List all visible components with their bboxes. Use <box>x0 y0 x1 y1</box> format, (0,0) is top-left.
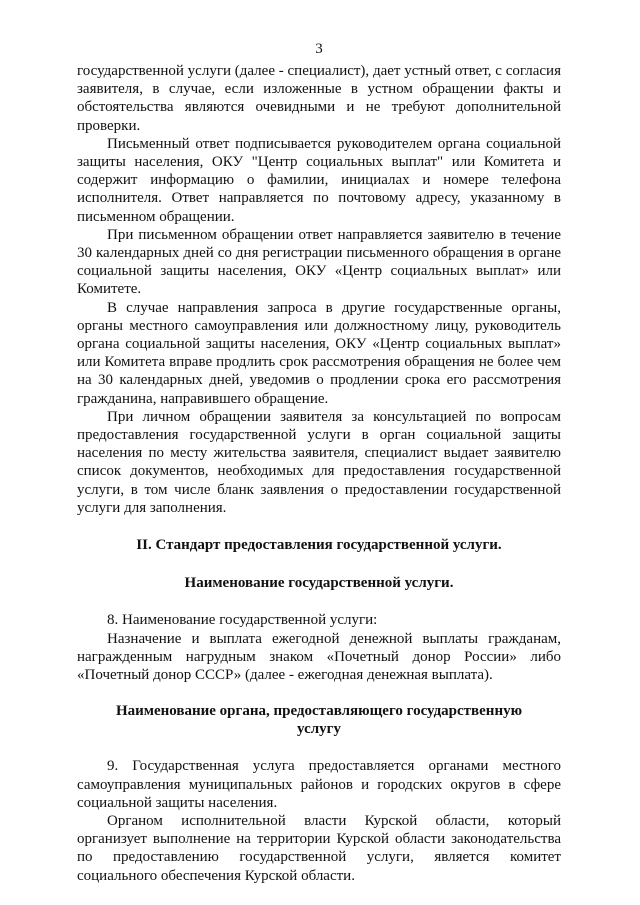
paragraph-written-reply: Письменный ответ подписывается руководителем органа социальной защиты населения, ОКУ "Центр социальных выплат" или Комитета и содержит информацию о фамилии, инициалах и номере телефона исполнителя. Ответ направляется по почтовому адресу, указанному в письменном обращении. <box>77 135 561 225</box>
paragraph-continuation: государственной услуги (далее - специалист), дает устный ответ, с согласия заявителя, в случае, если изложенные в устном обращении факты и обстоятельства являются очевидными и не требуют дополнительной проверки. <box>77 63 561 134</box>
paragraph-written-appeal: При письменном обращении ответ направляется заявителю в течение 30 календарных дней со дня регистрации письменного обращения в органе социальной защиты населения, ОКУ «Центр социальных выплат» или Комитете. <box>77 226 561 298</box>
section-heading: II. Стандарт предоставления государственной услуги. <box>136 537 502 554</box>
item-8-title: 8. Наименование государственной услуги: <box>107 612 378 629</box>
paragraph-personal-appeal: При личном обращении заявителя за консультацией по вопросам предоставления государственной услуги в орган социальной защиты населения по месту жительства заявителя, специалист выдает заявителю список документов, необходимых для предоставления государственной услуги, в том числе бланк заявления о предоставлении государственной услуги для заполнения. <box>77 408 561 516</box>
paragraph-request-extension: В случае направления запроса в другие государственные органы, органы местного самоуправления или должностному лицу, руководитель органа социальной защиты населения, ОКУ «Центр социальных выплат» или Комитета вправе продлить срок рассмотрения обращения не более чем на 30 календарных дней, уведомив о продлении срока его рассмотрения гражданина, направившего обращение. <box>77 299 561 407</box>
subheading-service-organ <box>77 702 561 738</box>
item-8-text: Назначение и выплата ежегодной денежной выплаты гражданам, награжденным нагрудным знаком «Почетный донор России» либо «Почетный донор СССР» (далее - ежегодная денежная выплата). <box>77 630 561 684</box>
subheading-org-line2: услугу <box>297 721 341 738</box>
document-body <box>77 62 561 885</box>
item-9-text2: Органом исполнительной власти Курской области, который организует выполнение на территории Курской области законодательства по предоставлению государственной услуги, является комитет социального обеспечения Курской области. <box>77 812 561 884</box>
subheading-service-name: Наименование государственной услуги. <box>184 575 454 592</box>
page-number: 3 <box>315 41 323 57</box>
subheading-org-line1: Наименование органа, предоставляющего государственную <box>115 703 523 720</box>
item-9-text: 9. Государственная услуга предоставляется органами местного самоуправления муниципальных районов и городских округов в сфере социальной защиты населения. <box>77 758 561 811</box>
